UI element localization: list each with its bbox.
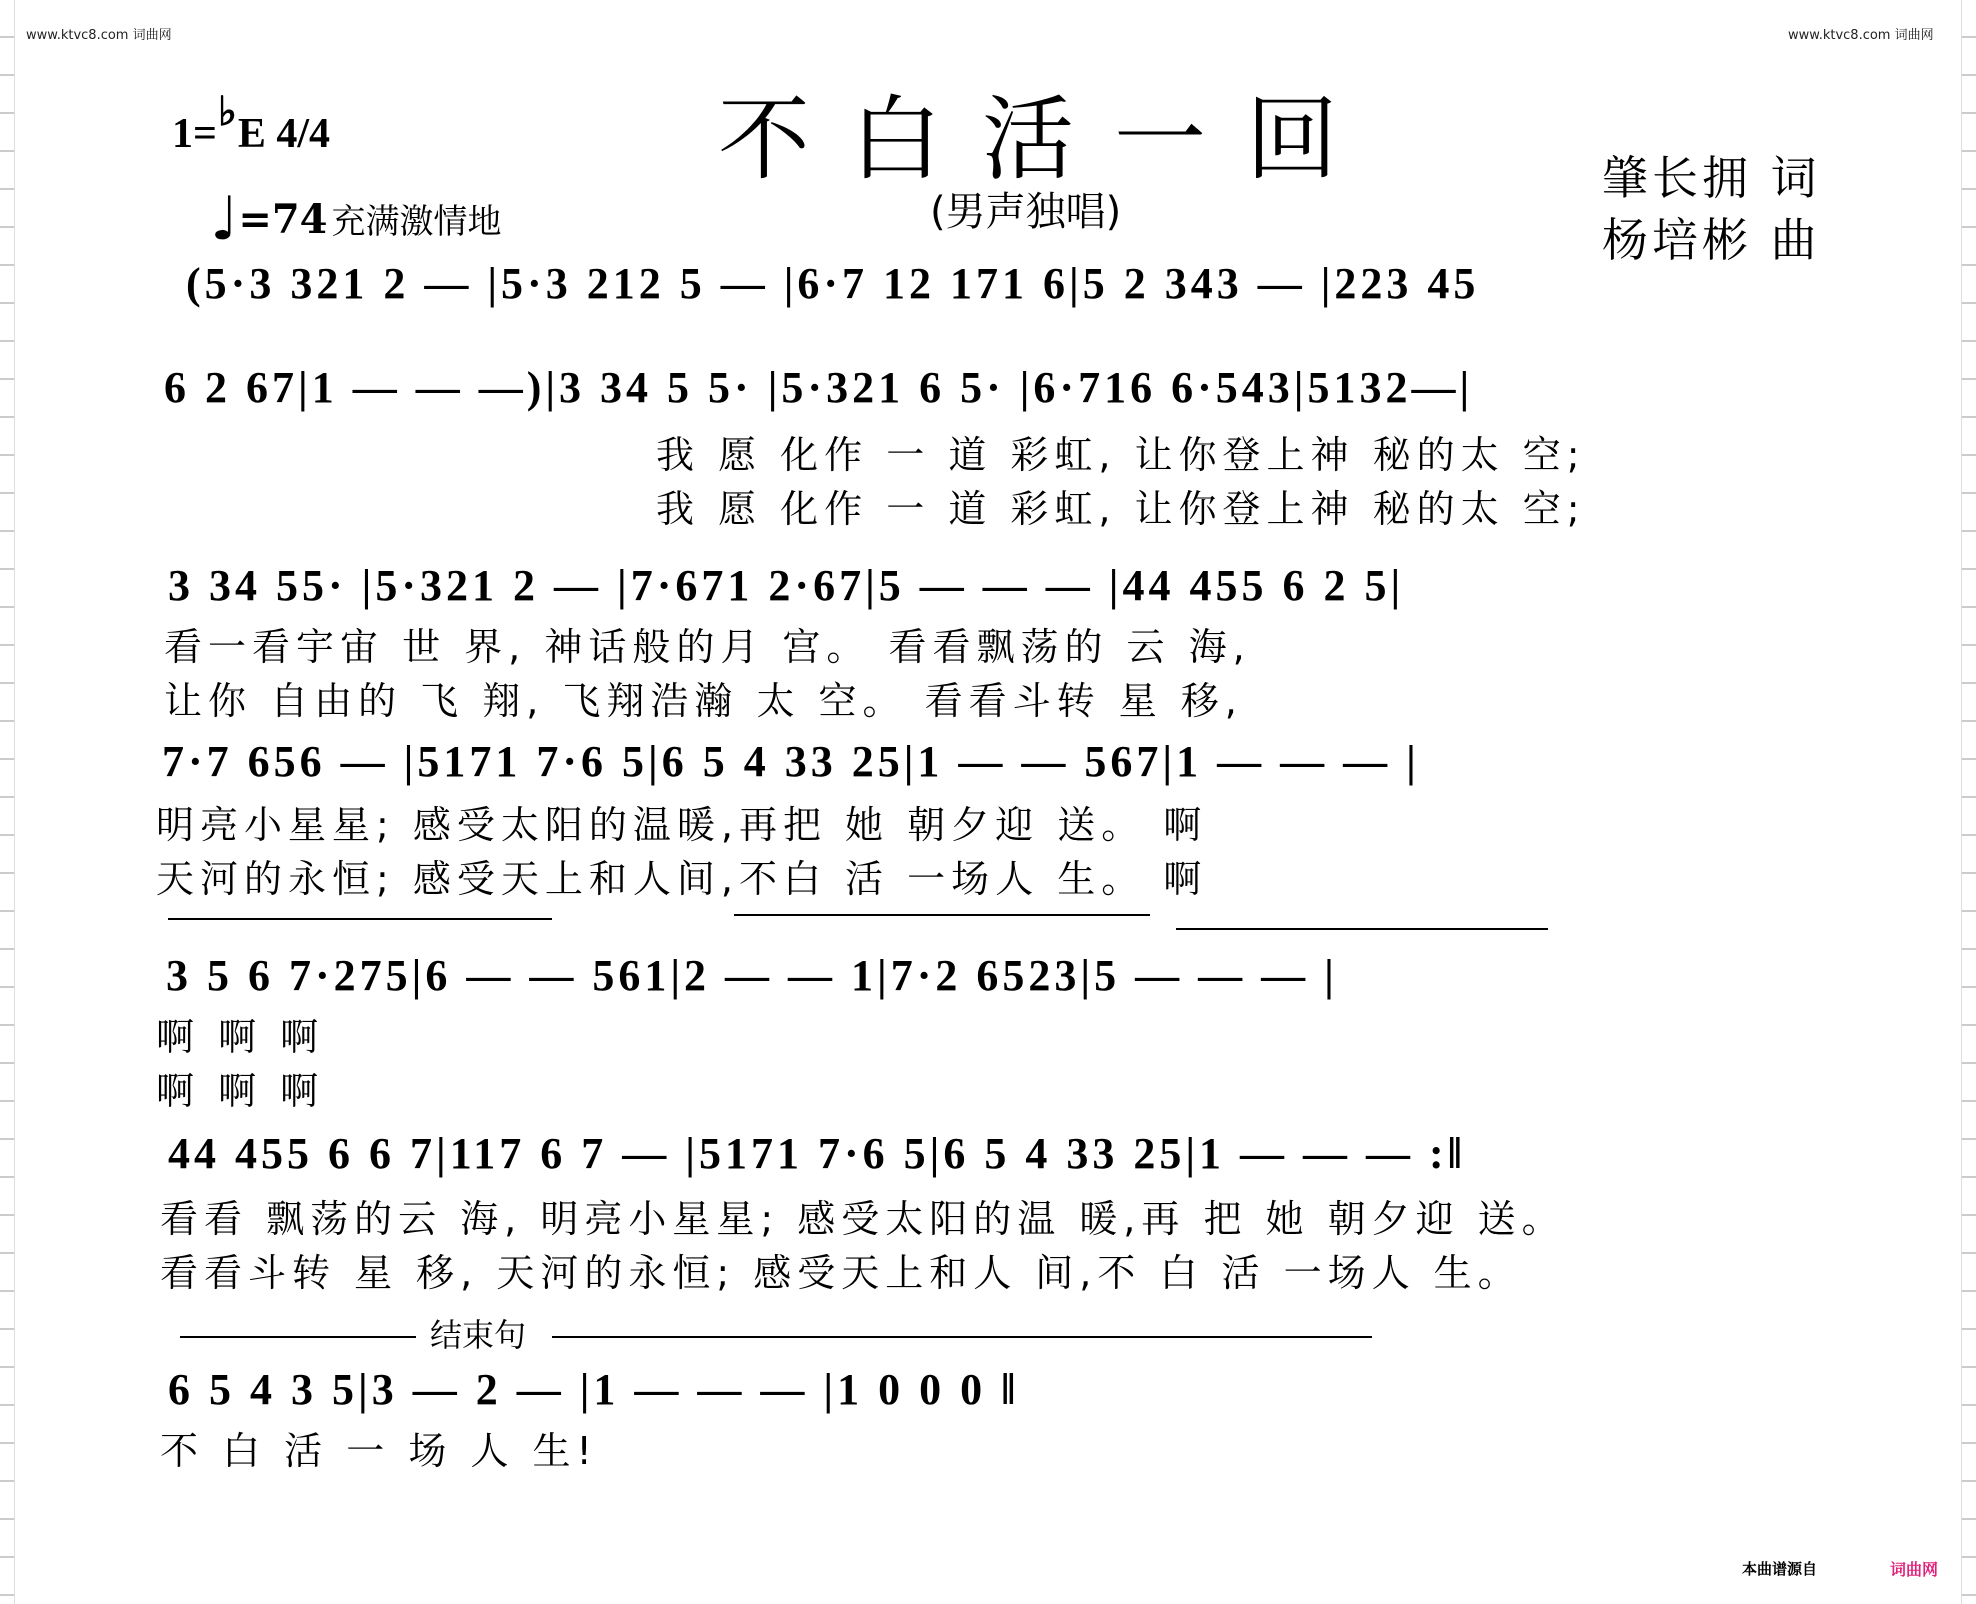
source-label: 本曲谱源自 (1742, 1560, 1818, 1578)
phrase-line (1176, 928, 1548, 930)
ending-label: 结束句 (430, 1316, 527, 1354)
score-line-2: 6 2 67|1 — — —)|3 34 5 5· |5·321 6 5· |6·716 6·543|5132—| (164, 363, 1474, 412)
key-prefix: 1= (172, 111, 217, 157)
score-line-5: 3 5 6 7·275|6 — — 561|2 — — 1|7·2 6523|5 — — — | (166, 951, 1338, 1000)
key-signature (172, 89, 330, 158)
lyricist-credit: 肇长拥 词 (1602, 151, 1821, 205)
score-line-3: 3 34 55· |5·321 2 — |7·671 2·67|5 — — — |44 455 6 2 5| (168, 561, 1405, 610)
watermark-left: www.ktvc8.com 词曲网 (26, 28, 172, 43)
lyric-line-5-verse-1: 啊 啊 啊 (156, 1015, 325, 1059)
ending-bracket-line-right (552, 1336, 1372, 1338)
lyric-line-4-verse-2: 天河的永恒; 感受天上和人间,不白 活 一场人 生。 啊 (156, 857, 1208, 901)
tempo-value: =74 (238, 196, 328, 243)
watermark-right: www.ktvc8.com 词曲网 (1788, 28, 1934, 43)
lyric-line-2-verse-1: 我 愿 化作 一 道 彩虹, 让你登上神 秘的太 空; (656, 433, 1586, 477)
lyric-line-7: 不 白 活 一 场 人 生! (160, 1429, 598, 1473)
song-subtitle: (男声独唱) (930, 189, 1122, 235)
lyric-line-4-verse-1: 明亮小星星; 感受太阳的温暖,再把 她 朝夕迎 送。 啊 (156, 803, 1208, 847)
lyric-line-6-verse-1: 看看 飘荡的云 海, 明亮小星星; 感受太阳的温 暖,再 把 她 朝夕迎 送。 (160, 1197, 1566, 1241)
lyric-line-5-verse-2: 啊 啊 啊 (156, 1069, 325, 1113)
flat-sign: ♭ (217, 89, 237, 134)
score-line-1: (5·3 321 2 — |5·3 212 5 — |6·7 12 171 6|5 2 343 — |223 45 (186, 259, 1480, 308)
quarter-note-icon: ♩ (210, 184, 239, 254)
lyric-line-3-verse-1: 看一看宇宙 世 界, 神话般的月 宫。 看看飘荡的 云 海, (164, 625, 1251, 669)
left-margin-strip (0, 0, 15, 1604)
score-line-6: 44 455 6 6 7|117 6 7 — |5171 7·6 5|6 5 4 33 25|1 — — — :‖ (168, 1129, 1466, 1178)
ending-bracket-line-left (180, 1336, 416, 1338)
tempo-marking (210, 178, 502, 254)
site-logo[interactable]: 词曲网 (1890, 1560, 1939, 1579)
score-line-4: 7·7 656 — |5171 7·6 5|6 5 4 33 25|1 — — 567|1 — — — | (162, 737, 1420, 786)
score-line-7: 6 5 4 3 5|3 — 2 — |1 — — — |1 0 0 0 ‖ (168, 1365, 1020, 1414)
phrase-line (734, 914, 1150, 916)
lyric-line-3-verse-2: 让你 自由的 飞 翔, 飞翔浩瀚 太 空。 看看斗转 星 移, (164, 679, 1243, 723)
phrase-line (168, 918, 552, 920)
lyric-line-2-verse-2: 我 愿 化作 一 道 彩虹, 让你登上神 秘的太 空; (656, 487, 1586, 531)
song-title: 不白活一回 (718, 86, 1379, 193)
lyric-line-6-verse-2: 看看斗转 星 移, 天河的永恒; 感受天上和人 间,不 白 活 一场人 生。 (160, 1251, 1522, 1295)
expression-marking: 充满激情地 (331, 202, 502, 242)
composer-credit: 杨培彬 曲 (1602, 213, 1821, 267)
right-margin-strip (1961, 0, 1976, 1604)
key-rest: E 4/4 (237, 111, 330, 157)
